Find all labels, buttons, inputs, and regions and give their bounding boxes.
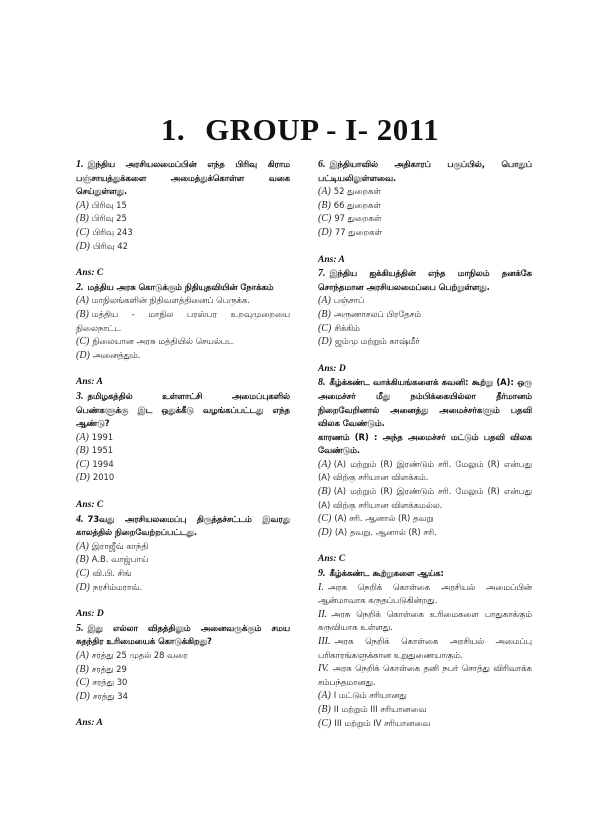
option-text: இராஜீவ் காந்தி — [91, 540, 149, 551]
option-text: 1994 — [92, 458, 114, 469]
option-c — [318, 512, 532, 526]
option-a — [318, 185, 532, 199]
statement-text: அரசு நெறிக் கொள்கை அரசியல் அமைப்பின் ஆன்மாவாக கருதப்படுகின்றது. — [318, 581, 532, 606]
question-number: 3. — [76, 390, 84, 402]
question-text: கீழ்க்கண்ட கூற்றுகளை ஆய்க: — [329, 568, 444, 579]
answer-label: Ans: C — [76, 268, 104, 279]
question-1 — [76, 158, 290, 281]
option-c — [76, 226, 290, 240]
option-text: (A) தவறு. ஆனால் (R) சரி. — [334, 526, 437, 537]
statement-text: அரசு நெறிக் கொள்கை அரசியல் அமைப்பு பரிகாரங்களுக்கான உறுதுணையாகும். — [318, 636, 532, 660]
question-9 — [318, 567, 532, 730]
question-stem — [76, 622, 290, 649]
option-letter: (A) — [318, 295, 331, 307]
question-stem — [76, 281, 290, 295]
option-letter: (D) — [318, 336, 332, 348]
option-b — [76, 553, 290, 567]
option-b — [76, 212, 290, 226]
answer-label: Ans: D — [76, 609, 104, 620]
statement-3 — [318, 635, 532, 662]
option-text: III மற்றும் IV சரியானவை — [334, 717, 431, 728]
option-c — [76, 335, 290, 349]
option-c — [318, 322, 532, 336]
question-number: 5. — [76, 622, 84, 634]
option-letter: (C) — [318, 322, 332, 334]
option-text: II மற்றும் III சரியானவை — [333, 703, 427, 714]
answer-label: Ans: C — [76, 500, 104, 511]
question-number: 1. — [76, 159, 84, 170]
option-letter: (B) — [318, 308, 331, 320]
option-letter: (B) — [76, 308, 89, 320]
option-text: 52 துறைகள் — [333, 186, 381, 197]
option-letter: (D) — [76, 581, 90, 593]
question-4 — [76, 513, 290, 622]
option-letter: (A) — [318, 690, 331, 702]
question-number: 6. — [318, 159, 326, 170]
question-7 — [318, 267, 532, 376]
option-text: பிரிவு 15 — [91, 199, 127, 210]
right-column — [318, 158, 532, 730]
option-c — [318, 717, 532, 731]
option-letter: (D) — [318, 226, 332, 238]
statement-text: அரசு நெறிக் கொள்கை தனி நபர் சொத்து விரிவாக்க சம்பந்தமானது. — [318, 663, 532, 687]
option-letter: (A) — [318, 186, 331, 198]
answer-label: Ans: C — [318, 554, 346, 565]
option-letter: (C) — [318, 717, 332, 729]
question-text: இந்திய அரசியலமைப்பின் எந்த பிரிவு கிராம பஞ்சாயத்துக்களை அமைத்துக்கொள்ள வகை செய்துள்ளது. — [76, 159, 290, 197]
option-letter: (D) — [76, 472, 90, 484]
option-text: வி.பி. சிங் — [92, 568, 132, 579]
left-column — [76, 158, 290, 731]
question-stem — [76, 390, 290, 431]
option-letter: (C) — [76, 568, 90, 580]
option-a — [318, 294, 532, 308]
option-letter: (B) — [76, 445, 89, 457]
option-text: 1951 — [91, 445, 114, 456]
title-text: GROUP - I- 2011 — [205, 112, 440, 147]
question-number: 8. — [318, 377, 326, 389]
option-text: 77 துறைகள் — [334, 226, 383, 237]
question-text: மத்திய அரசு கொடுக்கும் நிதியுதவியின் நோக்கம் — [87, 281, 274, 292]
option-letter: (D) — [318, 526, 332, 538]
question-stem — [318, 376, 532, 430]
option-letter: (A) — [76, 199, 89, 211]
option-d — [318, 335, 532, 349]
option-text: 97 துறைகள் — [334, 213, 382, 224]
question-stem — [318, 158, 532, 185]
option-text: நிலையான அரசு மத்தியில் செயல்பட — [92, 336, 234, 347]
option-text: சரத்து 29 — [91, 663, 127, 674]
option-text: A.B. வாஜ்பாய் — [91, 554, 149, 565]
question-text: 73வது அரசியலமைப்பு திருத்தச்சட்டம் இவரது காலத்தில் நிறைவேற்றப்பட்டது. — [76, 513, 290, 538]
option-letter: (C) — [318, 513, 332, 525]
option-letter: (A) — [76, 650, 89, 661]
question-text: இந்திய ஐக்கியத்தின் எந்த மாநிலம் தனக்கே சொந்தமான அரசியலமைப்பை பெற்றுள்ளது. — [318, 268, 532, 292]
option-letter: (D) — [76, 240, 90, 252]
statement-numeral: II. — [318, 608, 328, 620]
option-b — [318, 703, 532, 717]
option-d — [76, 240, 290, 254]
option-text: பிரிவு 243 — [92, 226, 133, 237]
answer-label: Ans: A — [76, 718, 103, 729]
option-c — [76, 458, 290, 472]
option-letter: (D) — [76, 690, 90, 702]
statement-text: அரசு நெறிக் கொள்கை உரிமைகளை பாதுகாக்கும் கருவியாக உள்ளது. — [318, 608, 532, 633]
option-letter: (A) — [76, 540, 89, 552]
option-text: பிரிவு 25 — [91, 213, 127, 224]
option-c — [76, 567, 290, 581]
option-text: 2010 — [92, 472, 115, 483]
option-letter: (B) — [76, 213, 89, 225]
question-number: 2. — [76, 281, 84, 293]
option-b — [318, 308, 532, 322]
answer-label: Ans: A — [318, 254, 345, 265]
option-letter: (D) — [76, 349, 90, 361]
option-text: நரசிம்மராவ். — [92, 581, 143, 592]
question-stem — [76, 513, 290, 540]
option-a — [318, 458, 532, 485]
option-text: (A) மற்றும் (R) இரண்டும் சரி. மேலும் (R) என்பது (A) விற்கு சரியான விளக்கமல்ல. — [318, 486, 532, 510]
option-b — [76, 663, 290, 677]
question-text: தமிழகத்தில் உள்ளாட்சி அமைப்புகளில் பெண்களுக்கு இட ஒதுக்கீடு வழங்கப்பட்டது எந்த ஆண்டு? — [76, 390, 290, 429]
option-letter: (B) — [318, 199, 331, 211]
option-a — [318, 689, 532, 703]
statement-4 — [318, 662, 532, 689]
option-letter: (B) — [76, 663, 89, 675]
option-b — [318, 485, 532, 512]
question-reason: காரணம் (R) : அந்த அமைச்சர் மட்டும் பதவி விலக வேண்டும். — [318, 431, 532, 456]
option-a — [76, 649, 290, 663]
option-d — [76, 581, 290, 595]
option-text: 1991 — [91, 431, 114, 442]
option-text: அருணாசலப் பிரதேசம் — [333, 308, 422, 319]
question-stem — [76, 158, 290, 199]
option-b — [76, 308, 290, 335]
option-a — [76, 540, 290, 554]
option-text: அனைத்தும். — [92, 349, 141, 360]
option-letter: (C) — [318, 213, 332, 225]
option-letter: (B) — [318, 703, 331, 715]
question-6 — [318, 158, 532, 267]
question-8 — [318, 376, 532, 567]
option-text: பிரிவு 42 — [92, 240, 128, 251]
question-text: இந்தியாவில் அதிகாரப் பகுப்பில், பொதுப் பட்டியலிலுள்ளவை. — [318, 159, 532, 183]
statement-1 — [318, 581, 532, 608]
option-text: மாநிலங்களின் நிதிவளத்தினைப் பெருக்க. — [91, 295, 251, 306]
answer-label: Ans: D — [318, 363, 346, 374]
option-b — [76, 444, 290, 458]
option-a — [76, 431, 290, 445]
option-text: சரத்து 30 — [92, 677, 128, 688]
option-d — [318, 226, 532, 240]
question-stem — [318, 567, 532, 581]
statement-2 — [318, 608, 532, 635]
option-letter: (B) — [318, 486, 331, 498]
option-c — [76, 676, 290, 690]
option-d — [76, 471, 290, 485]
question-5 — [76, 622, 290, 731]
option-text: 66 துறைகள் — [333, 199, 381, 210]
page-title — [0, 112, 600, 148]
option-letter: (A) — [76, 431, 89, 443]
statement-numeral: IV. — [318, 663, 329, 675]
question-text: கீழ்க்கண்ட வாக்கியங்களைக் கவனி: கூற்று (A): ஒரு அமைச்சர் மீது நம்பிக்கையில்லா தீர்மானம் நிறைவேறினால் அனைத்து அமைச்சர்களும் பதவி விலக வேண்டும். — [318, 377, 532, 429]
answer-label: Ans: A — [76, 377, 103, 388]
statement-numeral: III. — [318, 636, 331, 647]
option-text: சரத்து 25 முதல் 28 வரை — [91, 650, 188, 660]
option-letter: (A) — [76, 295, 89, 307]
option-b — [318, 199, 532, 213]
question-number: 7. — [318, 268, 326, 280]
question-3 — [76, 390, 290, 513]
option-text: சரத்து 34 — [92, 690, 128, 701]
option-c — [318, 212, 532, 226]
option-letter: (C) — [76, 226, 90, 238]
option-text: ஜம்மு மற்றும் காஷ்மீர் — [334, 336, 420, 347]
option-letter: (C) — [76, 458, 90, 470]
option-d — [76, 690, 290, 704]
option-a — [76, 199, 290, 213]
option-text: மத்திய - மாநில பரஸ்பர உறவுமுறையை நிலைநாட்ட — [76, 308, 290, 333]
option-text: (A) மற்றும் (R) இரண்டும் சரி. மேலும் (R) என்பது (A) விற்கு சரியான விளக்கம். — [318, 458, 532, 483]
option-d — [318, 526, 532, 540]
option-letter: (C) — [76, 677, 90, 689]
option-letter: (B) — [76, 554, 89, 566]
question-stem — [318, 267, 532, 294]
option-text: I மட்டும் சரியானது — [333, 690, 407, 701]
question-number: 9. — [318, 568, 326, 580]
question-number: 4. — [76, 513, 84, 525]
option-a — [76, 294, 290, 308]
option-letter: (A) — [318, 458, 331, 470]
question-2 — [76, 281, 290, 390]
option-text: (A) சரி. ஆனால் (R) தவறு — [334, 513, 434, 524]
statement-numeral: I. — [318, 581, 324, 593]
option-text: பஞ்சாப் — [333, 295, 365, 306]
title-number: 1. — [160, 112, 186, 147]
option-d — [76, 349, 290, 363]
option-text: சிக்கிம் — [334, 322, 360, 333]
question-text: இது எல்லா விதத்திலும் அனைவருக்கும் சமய சுதந்திர உரிமையைக் கொடுக்கிறது? — [76, 622, 290, 647]
option-letter: (C) — [76, 336, 90, 348]
